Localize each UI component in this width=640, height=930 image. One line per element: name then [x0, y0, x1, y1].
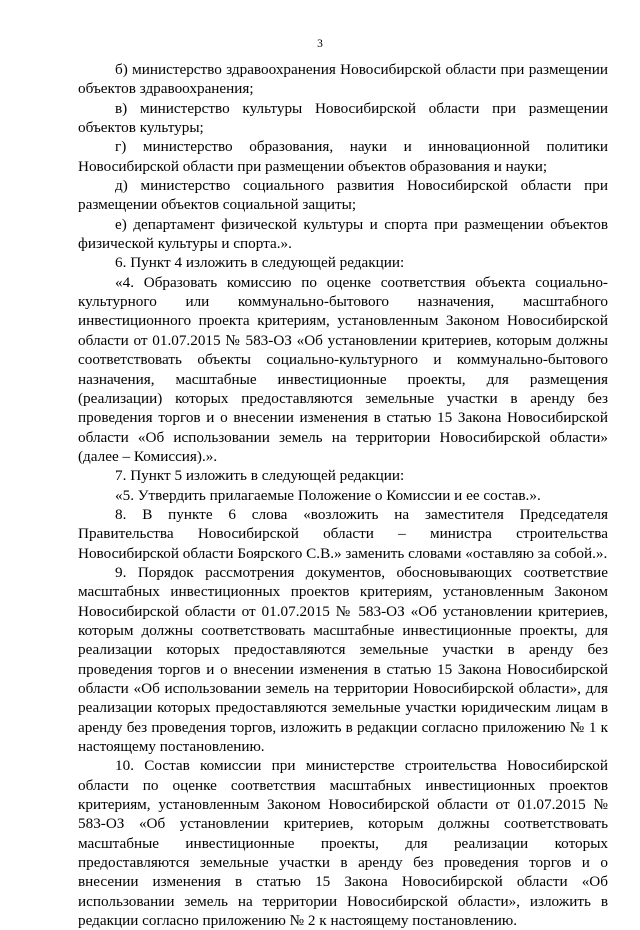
paragraph-item-5-text: «5. Утвердить прилагаемые Положение о Комиссии и ее состав.».	[115, 486, 541, 504]
paragraph-ministry-social: д) министерство социального развития Новосибирской области при размещении объектов социальной защиты;	[78, 177, 608, 214]
paragraph-item-8: 8. В пункте 6 слова «возложить на заместителя Председателя Правительства Новосибирской области – министра строительства Новосибирской области Боярского С.В.» заменить словами «оставляю за собой.».	[78, 505, 608, 562]
paragraph-ministry-education: г) министерство образования, науки и инновационной политики Новосибирской области при размещении объектов образования и науки;	[78, 138, 608, 175]
paragraph-item-10: 10. Состав комиссии при министерстве строительства Новосибирской области по оценке соответствия масштабных инвестиционных проектов критериям, установленным Законом Новосибирской области от 01.07.2015 № 583-ОЗ «Об установлении критериев, которым должны соответствовать масштабные инвестиционные проекты, для реализации которых предоставляются земельные участки в аренду без проведения торгов и о внесении изменения в статью 15 Закона Новосибирской области «Об использовании земель на территории Новосибирской области», изложить в редакции согласно приложению № 2 к настоящему постановлению.	[78, 757, 608, 930]
document-body	[78, 60, 608, 930]
paragraph-ministry-health: б) министерство здравоохранения Новосибирской области при размещении объектов здравоохранения;	[78, 61, 608, 98]
paragraph-department-sport: е) департамент физической культуры и спорта при размещении объектов физической культуры и спорта.».	[78, 215, 608, 253]
paragraph-item-4-text: «4. Образовать комиссию по оценке соответствия объекта социально-культурного или коммунально-бытового назначения, масштабного инвестиционного проекта критериям, установленным Законом Новосибирской области от 01.07.2015 № 583-ОЗ «Об установлении критериев, которым должны соответствовать объекты социально-культурного и коммунально-бытового назначения, масштабные инвестиционные проекты, для размещения (реализации) которых предоставляются земельные участки в аренду без проведения торгов и о внесении изменения в статью 15 Закона Новосибирской области «Об использовании земель на территории Новосибирской области» (далее – Комиссия).».	[78, 273, 608, 465]
page-number: 3	[317, 38, 323, 50]
paragraph-item-7: 7. Пункт 5 изложить в следующей редакции:	[115, 467, 405, 485]
paragraph-ministry-culture: в) министерство культуры Новосибирской области при размещении объектов культуры;	[78, 99, 608, 137]
paragraph-item-6: 6. Пункт 4 изложить в следующей редакции:	[115, 254, 405, 272]
paragraph-item-9: 9. Порядок рассмотрения документов, обосновывающих соответствие масштабных инвестиционных проектов критериям, установленным Законом Новосибирской области от 01.07.2015 № 583-ОЗ «Об установлении критериев, которым должны соответствовать масштабные инвестиционные проекты, для реализации которых предоставляются земельные участки в аренду без проведения торгов и о внесении изменения в статью 15 Закона Новосибирской области «Об использовании земель на территории Новосибирской области», для реализации которых предоставляются земельные участки юридическим лицам в аренду без проведения торгов, изложить в редакции согласно приложению № 1 к настоящему постановлению.	[78, 563, 608, 756]
